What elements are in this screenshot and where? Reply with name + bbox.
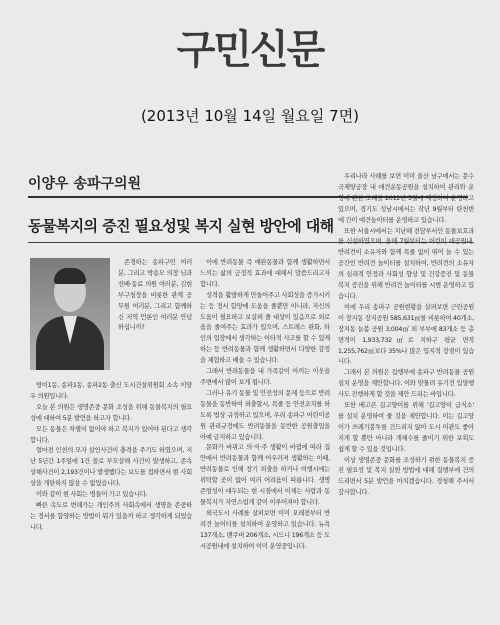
article-paragraph: 그래서 반려동물을 내 가족같이 아끼는 이웃을 주변에서 많이 보게 됩니다. [200, 368, 330, 386]
article-column-1-top [118, 258, 192, 334]
article-paragraph: 빠른 속도로 변해가는 개인주의 사회속에서 생명을 존중하는 정서를 함양하는 방법이 뭐가 있을까 하고 생각하게 되었습니다. [30, 501, 192, 531]
article-paragraph: 모든 동물은 차별이 없어야 하고 복지가 있어야 된다고 생각합니다. [30, 425, 192, 444]
article-paragraph: 방이1동, 송파1동, 송파2동 출신 도시건설위원회 소속 이양우 의원입니다. [30, 382, 192, 400]
article-paragraph: 또한 배고픈 길고양이를 위해 '길고양이 급식소' 를 설치 운영하여 줄 것을 제안합니다. 이는 길고양이가 쓰레기봉투를 건드리지 않아 도시 미관도 좋아지게 할 뿐만 아니라 개체수를 줄이기 위한 포획도 쉽게 할 수 있을 것입니다. [338, 402, 474, 453]
article-paragraph: 문화가 바뀌고 의·식·주 생활이 바뀜에 따라 집안에서 반려동물과 함께 어우러져 생활하는 이때, 반려동물로 인해 장기 외출을 하거나 여행시에는 위탁할 곳이 없어 여러 어려움이 따릅니다. 생명 존엄성이 대두되는 현 시점에서 이제는 사람과 동물복지가 자연스럽게 같이 이루어져야 합니다. [200, 444, 330, 506]
article-paragraph: 존경하는 송파구민 여러분, 그리고 박용모 의장 님과 선배·동료 의원 여러분, 김현 부구청장을 비롯한 관계 공무원 여러분, 그리고 함께하신 지역 언론인 여러분 안녕하십니까? [118, 259, 192, 332]
article-paragraph: 오늘 본 의원은 생명존중 문화 조성을 위해 동물복지의 필요성에 대하여 5분 발언을 하고자 합니다. [30, 403, 192, 422]
article-paragraph: 성격을 활발하게 만들어주고 사회성을 증가시키는 등 정서 함양에 도움을 줄뿐만 아니라, 자신의 도움이 필요하고 보살펴 줄 대상이 있음으로 외로움을 줄여주는 효과가 있으며, 스트레스 완화, 타인의 입장에서 생각하는 이타적 사고를 할 수 있게 하는 등 반려동물과 함께 생활하면서 다양한 감정을 체험하고 배울 수 있습니다. [200, 291, 330, 365]
article-title: 동물복지의 증진 필요성및 복지 실현 방안에 대해 [28, 217, 334, 235]
newspaper-masthead: 구민신문 [176, 26, 324, 73]
article-paragraph: 우리나라 사례를 보면 이미 울산 남구에서는 문수국제양궁장 내 애견운동공원을 설치하여 관리와 운영에 관한 조례를 2012년 5월에 제정하여 운영하고 있으며, 경기도 성남시에서는 작년 9월부터 탄천변에 간이 애견놀이터를 운영하고 있습니다. [338, 173, 474, 224]
article-paragraph: 그래서 본 의원은 집행부에 송파구 반려동물 공원 설치 운영을 제안합니다. 이와 맞물려 유기견 입양행사도 진행하게 할 것을 제안 드리는 바입니다. [338, 369, 474, 399]
article-paragraph: 이와 같이 현 사회는 병들어 가고 있습니다. [36, 491, 148, 499]
article-column-1-bottom [30, 381, 192, 534]
article-paragraph: 이에 우리 송파구 공원현황을 살펴보면 근린공원이 장지동 장지공원 585,631㎡를 비롯하여 40개소, 장지동 늘봄 공원 3,004㎡ 외 부부에 83개소 등 총 면적이 1,933,732㎡로 지하구 평균 면적 1,255,762㎡보다 35%나 많은 입지적 장점이 있습니다. [338, 303, 474, 366]
article-column-2 [200, 258, 330, 552]
author-byline: 이양우 송파구의원 [28, 176, 142, 192]
publication-date: (2013년 10월 14일 월요일 7면) [140, 107, 360, 125]
article-paragraph: 외국도시 사례를 살펴보면 이미 오래전부터 반려견 놀이터를 설치하여 운영하고 있습니다. 뉴욕 137개소, 밴쿠버 206개소, 시드니 196개소 등 도시공원내에 설치하여 이미 운영중입니다. [200, 509, 330, 550]
article-column-3 [338, 172, 474, 499]
article-paragraph: 그러나 유기 동물 및 안전성의 문제 등으로 반려동물을 동반하여 외출할시, 목줄 등 안전조치를 하도록 법상 규정하고 있으며, 우리 송파구 어린이공원 관리규정에도 반려동물을 동반한 공원출입을 아예 금지하고 있습니다. [200, 389, 330, 441]
article-paragraph: 이상 생명존중 문화를 조성하기 위한 동물복지 증진 필요성 및 복지 실현 방법에 대해 집행부에 건의드리면서 5분 발언을 마치겠습니다. 경청해 주셔서 감사합니다. [338, 456, 474, 497]
article-paragraph: 또한 서울시에서는 지난해 전담부서인 동물보호과를 신설하였으며, 올해 7월부터는 어린이 대공원내, 반려견이 소유자와 함께 목줄 없이 뛰어 놀 수 있는 공간인 반려견 놀이터를 설치하여, 반려견의 소유자의 심리적 안정과 사회성 향상 및 건강증진 및 동물복지 증진을 위해 반려견 놀이터를 시범 운영하고 있습니다. [338, 227, 474, 300]
article-paragraph: 얼마전 인천의 모자 살인사건이 충격을 주기도 하였으며, 지난 5년간 1주일에 1건 꼴로 부모살해 사건이 발생하고, 존속 상해사건이 2,193건이나 발생했다는 보도를 접하면서 현 사회상을 개탄하지 않을 수 없었습니다. [30, 447, 192, 488]
portrait-photo-icon [30, 258, 110, 370]
article-paragraph: 이에 반려동물 즉 애완동물과 함께 생활하면서 느끼는 삶의 긍정적 효과에 대해서 말씀드리고자 합니다. [200, 259, 330, 288]
